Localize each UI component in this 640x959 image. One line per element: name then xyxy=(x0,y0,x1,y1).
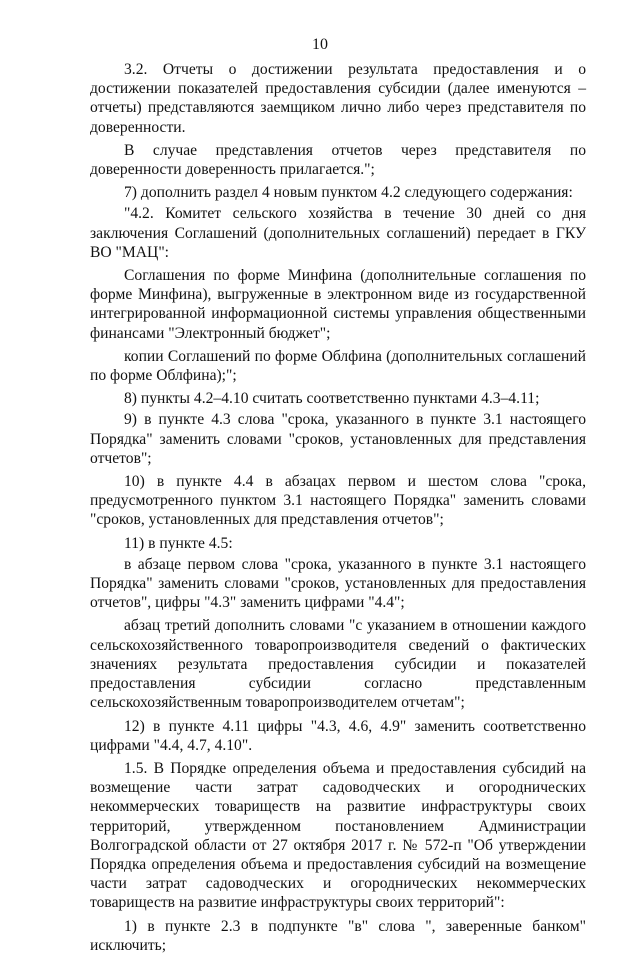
paragraph-minfin-agreements: Соглашения по форме Минфина (дополнительные соглашения по форме Минфина), выгруженные в электронном виде из государственной интегрированной информационной системы управления общественными финансами "Электронный бюджет"; xyxy=(90,267,586,342)
paragraph-item-10: 10) в пункте 4.4 в абзацах первом и шестом слова "срока, предусмотренного пунктом 3.1 настоящего Порядка" заменить словами "сроков, установленных для представления отчетов"; xyxy=(90,473,586,529)
paragraph-1-5-item-1: 1) в пункте 2.3 в подпункте "в" слова ", заверенные банком" исключить; xyxy=(90,917,586,954)
paragraph-item-9: 9) в пункте 4.3 слова "срока, указанного в пункте 3.1 настоящего Порядка" заменить словами "сроков, установленных для представления отчетов"; xyxy=(90,411,586,467)
paragraph-item-11-first: в абзаце первом слова "срока, указанного в пункте 3.1 настоящего Порядка" заменить словами "сроков, установленных для предоставления отчетов", цифры "4.3" заменить цифрами "4.4"; xyxy=(90,555,586,612)
paragraph-4-2: "4.2. Комитет сельского хозяйства в течение 30 дней со дня заключения Соглашений (дополнительных соглашений) передает в ГКУ ВО "МАЦ": xyxy=(90,205,586,261)
page-number: 10 xyxy=(312,36,328,53)
paragraph-item-7: 7) дополнить раздел 4 новым пунктом 4.2 следующего содержания: xyxy=(124,184,573,202)
paragraph-item-11: 11) в пункте 4.5: xyxy=(124,534,233,552)
paragraph-oblfin-copies: копии Соглашений по форме Облфина (дополнительных соглашений по форме Облфина);"; xyxy=(90,347,586,385)
paragraph-1-5: 1.5. В Порядке определения объема и предоставления субсидий на возмещение части затрат садоводческих и огороднических некоммерческих товариществ на развитие инфраструктуры своих территорий, утвержденном постановлением Администрации Волгоградской области от 27 октября 2017 г. № 572-п "Об утверждении Порядка определения объема и предоставления субсидий на возмещение части затрат садоводческих и огороднических некоммерческих товариществ на развитие инфраструктуры своих территорий": xyxy=(90,759,586,912)
paragraph-3-2: 3.2. Отчеты о достижении результата предоставления и о достижении показателей предоставления субсидии (далее именуются – отчеты) представляются заемщиком лично либо через представителя по доверенности. xyxy=(90,61,586,136)
paragraph-proxy-reports: В случае представления отчетов через представителя по доверенности доверенность прилагается."; xyxy=(90,141,586,179)
paragraph-item-11-third: абзац третий дополнить словами "с указанием в отношении каждого сельскохозяйственного товаропроизводителя сведений о фактических значениях результата предоставления субсидии и показателей предоставления субсидии согласно представленным сельскохозяйственным товаропроизводителем отчетам"; xyxy=(90,617,586,712)
document-body xyxy=(90,60,586,959)
paragraph-item-12: 12) в пункте 4.11 цифры "4.3, 4.6, 4.9" заменить соответственно цифрами "4.4, 4.7, 4.10". xyxy=(90,717,586,754)
paragraph-item-8: 8) пункты 4.2–4.10 считать соответственно пунктами 4.3–4.11; xyxy=(124,390,540,408)
